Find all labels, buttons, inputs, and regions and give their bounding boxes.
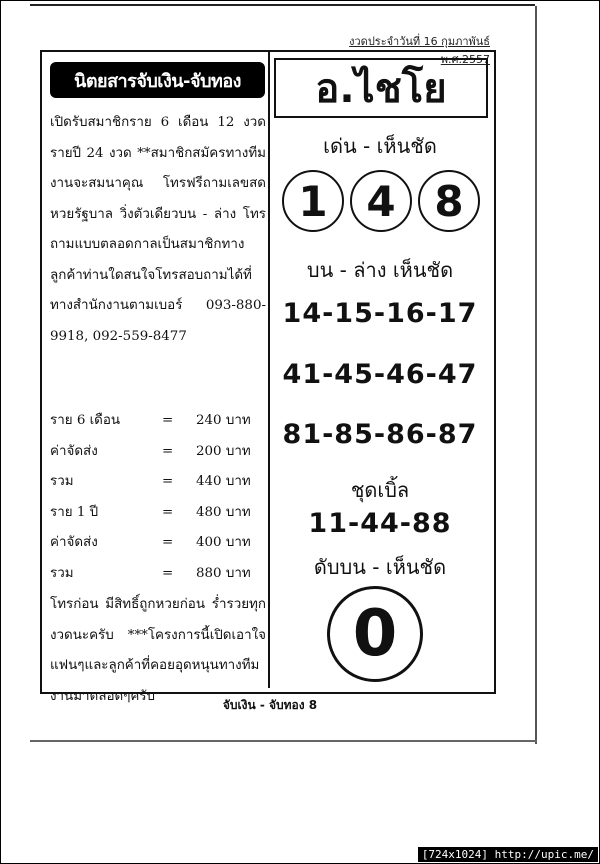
price-label: ราย 1 ปี bbox=[50, 504, 99, 520]
equals-sign: = bbox=[162, 535, 174, 550]
subscription-notes: โทรก่อน มีสิทธิ์ถูกหวยก่อน ร่ำรวยทุกงวดนะครับ ***โครงการนี้เปิดเอาใจแฟนๆและลูกค้าที่คอยอุดหนุนทางทีมงานมาตลอดๆครับ bbox=[50, 597, 266, 704]
price-value: 240 บาท bbox=[196, 413, 251, 428]
highlight-digit-circle: 1 bbox=[282, 170, 344, 232]
number-line: 14-15-16-17 bbox=[282, 298, 478, 329]
price-label: ราย 6 เดือน bbox=[50, 413, 121, 428]
subscription-intro: เปิดรับสมาชิกราย 6 เดือน 12 งวด รายปี 24 งวด **สมาชิกสมัครทางทีมงานจะสมนาคุณ โทรฟรีถามเลขสด หวยรัฐบาล วิ่งตัวเดียวบน - ล่าง โทรถามแบบตลอดกาลเป็นสมาชิกทางลูกค้าท่านใดสนใจโทรสอบถามได้ที่ทางสำนักงานตามเบอร์ 093-880-9918, 092-559-8477 bbox=[50, 115, 266, 344]
equals-sign: = bbox=[162, 504, 174, 520]
price-value: 400 บาท bbox=[196, 535, 251, 550]
brand-title: อ.ไชโย bbox=[274, 58, 488, 118]
issue-date: งวดประจำวันที่ 16 กุมภาพันธ์ พ.ศ.2557 bbox=[349, 35, 490, 66]
price-row bbox=[50, 498, 266, 529]
highlight-digit-circle: 8 bbox=[418, 170, 480, 232]
price-row bbox=[50, 467, 266, 498]
page-bottom-shadow bbox=[30, 740, 537, 742]
price-table bbox=[50, 406, 266, 589]
price-row bbox=[50, 528, 266, 559]
price-row bbox=[50, 406, 266, 437]
equals-sign: = bbox=[162, 413, 174, 428]
image-watermark: [724x1024] http://upic.me/ bbox=[418, 847, 598, 862]
equals-sign: = bbox=[162, 474, 174, 489]
top-digit-label: ดับบน - เห็นชัด bbox=[313, 555, 447, 579]
equals-sign: = bbox=[162, 565, 174, 581]
equals-sign: = bbox=[162, 443, 174, 459]
updown-label: บน - ล่าง เห็นชัด bbox=[306, 258, 454, 282]
double-set: 11-44-88 bbox=[308, 508, 452, 539]
page-footer: จับเงิน - จับทอง 8 bbox=[222, 698, 318, 712]
number-line: 81-85-86-87 bbox=[282, 419, 478, 450]
price-value: 480 บาท bbox=[196, 504, 251, 520]
price-value: 880 บาท bbox=[196, 565, 251, 581]
price-value: 440 บาท bbox=[196, 474, 251, 489]
double-label: ชุดเบิ้ล bbox=[350, 478, 410, 502]
right-column bbox=[270, 52, 490, 688]
price-label: รวม bbox=[50, 565, 74, 581]
price-label: รวม bbox=[50, 474, 74, 489]
price-row bbox=[50, 437, 266, 468]
price-label: ค่าจัดส่ง bbox=[50, 443, 98, 459]
page-edge-shadow bbox=[535, 6, 537, 744]
price-label: ค่าจัดส่ง bbox=[50, 535, 98, 550]
highlight-label: เด่น - เห็นชัด bbox=[323, 134, 437, 158]
highlight-digit-circle: 4 bbox=[350, 170, 412, 232]
top-scan-line bbox=[30, 4, 535, 6]
magazine-masthead: นิตยสารจับเงิน-จับทอง bbox=[50, 62, 265, 98]
left-column bbox=[46, 56, 268, 704]
price-row bbox=[50, 559, 266, 590]
price-value: 200 บาท bbox=[196, 443, 251, 459]
number-line: 41-45-46-47 bbox=[282, 359, 478, 390]
top-digit-circle: 0 bbox=[327, 586, 423, 682]
